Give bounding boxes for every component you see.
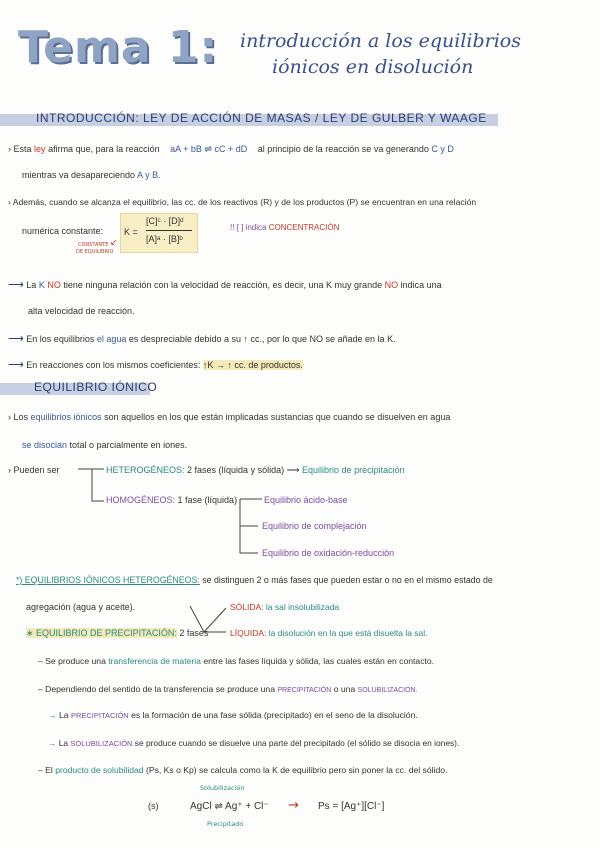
text-precipitacion: PRECIPITACIÓN bbox=[277, 687, 332, 694]
k-numerator: [C]ᶜ · [D]ᵈ bbox=[146, 216, 184, 226]
text-span: tiene ninguna relación con la velocidad de reacción, es decir, una K muy grande bbox=[63, 280, 383, 290]
text-agua: el agua bbox=[96, 334, 127, 344]
text-span: entre las fases líquida y sólida, las cuales están en contacto. bbox=[203, 656, 435, 666]
text-span: 1 fase (líquida) bbox=[177, 495, 238, 505]
arrow-icon: → bbox=[48, 710, 57, 720]
homogeneo-complejacion: Equilibrio de complejación bbox=[262, 521, 367, 531]
equation-ps: Ps = [Ag⁺][Cl⁻] bbox=[318, 801, 385, 812]
text-producto-solubilidad: producto de solubilidad bbox=[55, 765, 144, 775]
precip-detail-2 bbox=[38, 684, 418, 694]
text-span: (Ps, Ks o Kp) se calcula como la K de equilibrio pero sin poner la cc. del sólido. bbox=[145, 765, 448, 775]
solid-phase-item bbox=[230, 602, 339, 612]
page-subtitle-line1: introducción a los equilibrios bbox=[240, 30, 522, 52]
text-solubilizacion-2: SOLUBILIZACIÓN bbox=[70, 739, 133, 748]
heterogeneous-paragraph bbox=[16, 575, 493, 585]
text-span: La bbox=[26, 280, 37, 290]
text-precipitacion-2: PRECIPITACIÓN bbox=[70, 711, 129, 720]
k-note-arrow: ↙ bbox=[110, 238, 118, 248]
precip-detail-4 bbox=[48, 738, 459, 748]
liquid-phase-item bbox=[230, 628, 428, 638]
text-span: son aquellos en los que están implicadas sustancias que cuando se disuelven en agua bbox=[104, 412, 451, 422]
precip-detail-5 bbox=[38, 765, 447, 775]
text-span: La bbox=[58, 710, 69, 720]
text-span: › Los bbox=[8, 412, 29, 422]
text-span: o una bbox=[333, 684, 356, 694]
section-header-introduccion: INTRODUCCIÓN: LEY DE ACCIÓN DE MASAS / LEY DE GULBER Y WAAGE bbox=[36, 111, 487, 125]
text-no: NO bbox=[47, 280, 61, 290]
equation-precipitate-label: Precipitado bbox=[207, 820, 244, 828]
text-liquida: LÍQUIDA: bbox=[230, 628, 267, 638]
text-span: la disolución en la que está disuelta la sal. bbox=[268, 628, 428, 638]
text-span: 2 fases (líquida y sólida) bbox=[187, 465, 285, 475]
homogeneo-acido-base: Equilibrio ácido-base bbox=[264, 495, 348, 505]
text-span: › Esta bbox=[8, 144, 32, 154]
reaction-formula: aA + bB ⇌ cC + dD bbox=[170, 144, 248, 154]
text-solida: SÓLIDA: bbox=[230, 602, 264, 612]
text-se-disocian: se disocian bbox=[22, 440, 68, 450]
precipitation-label bbox=[26, 628, 208, 639]
text-no-2: NO bbox=[384, 280, 399, 290]
text-span: mientras va desapareciendo bbox=[22, 170, 136, 180]
arrow-icon: ⟶ bbox=[8, 333, 24, 345]
text-span: En los equilibrios bbox=[26, 334, 95, 344]
text-transferencia: transferencia de materia bbox=[108, 656, 201, 666]
text-ab: A y B. bbox=[137, 170, 161, 180]
text-eq-precipitacion-title: ∗ EQUILIBRIO DE PRECIPITACIÓN: bbox=[26, 628, 177, 638]
text-equilibrios-ionicos: equilibrios iónicos bbox=[30, 412, 102, 422]
intro-bullet-1b: alta velocidad de reacción. bbox=[28, 306, 135, 316]
heterogeneous-paragraph-b: agregación (agua y aceite). bbox=[26, 602, 136, 612]
text-span: total o parcialmente en iones. bbox=[69, 440, 188, 450]
text-span: se distinguen 2 o más fases que pueden estar o no en el mismo estado de bbox=[202, 575, 493, 585]
text-homogeneos: HOMOGÉNEOS: bbox=[106, 495, 176, 505]
text-span: En reacciones con los mismos coeficientes: bbox=[26, 360, 201, 370]
page-title: Tema 1: bbox=[18, 22, 219, 73]
text-span: afirma que, para la reacción bbox=[48, 144, 160, 154]
precip-detail-3 bbox=[48, 710, 418, 720]
text-span: 2 fases bbox=[179, 628, 209, 638]
text-span: es despreciable debido a su ↑ cc., por lo que NO se añade en la K. bbox=[128, 334, 396, 344]
heterogeneos-item bbox=[106, 465, 405, 476]
text-highlight-productos: ↑K → ↑ cc. de productos. bbox=[202, 360, 303, 370]
k-note-equilibrio: DE EQUILIBRIO bbox=[76, 249, 114, 255]
text-ley: ley bbox=[34, 144, 46, 154]
text-span: !! [ ] indica bbox=[230, 223, 267, 232]
k-label: K = bbox=[124, 227, 138, 237]
text-eq-precipitacion: Equilibrio de precipitación bbox=[302, 465, 405, 475]
arrow-icon: ⟶ bbox=[8, 359, 24, 371]
arrow-right-icon: ⟶ bbox=[286, 465, 300, 475]
text-span: al principio de la reacción se va generando bbox=[257, 144, 429, 154]
arrow-icon: ⟶ bbox=[8, 279, 24, 291]
arrow-icon: → bbox=[48, 738, 57, 748]
text-span: La bbox=[58, 738, 69, 748]
equation-reaction: AgCl ⇌ Ag⁺ + Cl⁻ bbox=[190, 801, 269, 812]
homogeneo-redox: Equilibrio de oxidación-reducción bbox=[262, 548, 395, 558]
equation-state: (s) bbox=[148, 801, 159, 811]
k-note-constante: CONSTANTE bbox=[78, 242, 109, 248]
text-heterogeneos: HETEROGÉNEOS: bbox=[106, 465, 185, 475]
text-span: es la formación de una fase sólida (precipitado) en el seno de la disolución. bbox=[131, 710, 418, 720]
intro-paragraph-2b: numérica constante: bbox=[22, 226, 104, 236]
text-span: la sal insolubilizada bbox=[265, 602, 340, 612]
page-subtitle-line2: iónicos en disolución bbox=[272, 56, 474, 78]
text-concentracion: CONCENTRACIÓN bbox=[268, 223, 340, 232]
text-solubilizacion: SOLUBILIZACIÓN. bbox=[357, 687, 418, 694]
homogeneos-item bbox=[106, 495, 237, 505]
equation-arrow: → bbox=[288, 798, 299, 813]
text-eq-heterogeneos: *) EQUILIBRIOS IÓNICOS HETEROGÉNEOS: bbox=[16, 575, 200, 585]
text-k: K bbox=[38, 280, 45, 290]
text-span: – Se produce una bbox=[38, 656, 106, 666]
text-span: – El bbox=[38, 765, 53, 775]
precip-detail-1 bbox=[38, 656, 434, 666]
text-span: indica una bbox=[400, 280, 442, 290]
pueden-ser-label: › Pueden ser bbox=[8, 465, 60, 475]
text-span: – Dependiendo del sentido de la transferencia se produce una bbox=[38, 684, 275, 694]
equation-solubilization-label: Solubilización bbox=[200, 784, 245, 792]
text-cd: C y D bbox=[431, 144, 454, 154]
text-span: se produce cuando se disuelve una parte del precipitado (el sólido se disocia en iones). bbox=[134, 738, 460, 748]
section-header-equilibrio-ionico: EQUILIBRIO IÓNICO bbox=[34, 380, 158, 394]
intro-paragraph-2: › Además, cuando se alcanza el equilibrio, las cc. de los reactivos (R) y de los productos (P) se encuentran en una relación bbox=[8, 197, 477, 207]
k-denominator: [A]ᵃ · [B]ᵇ bbox=[146, 234, 183, 244]
